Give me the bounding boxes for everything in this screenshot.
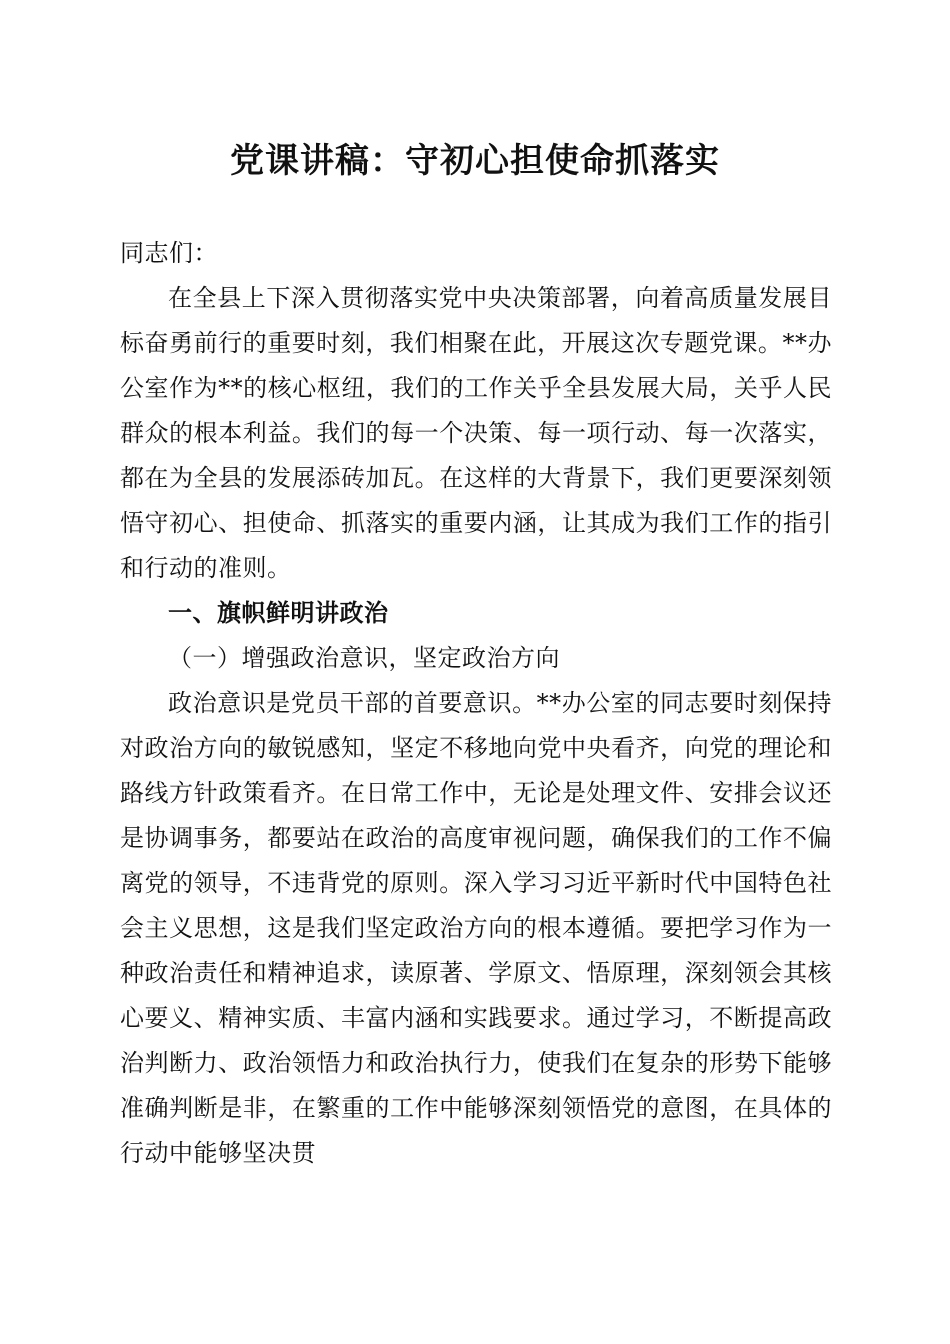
subsection-paragraph: 政治意识是党员干部的首要意识。**办公室的同志要时刻保持对政治方向的敏锐感知，坚定不移地向党中央看齐，向党的理论和路线方针政策看齐。在日常工作中，无论是处理文件、安排会议还是协调事务，都要站在政治的高度审视问题，确保我们的工作不偏离党的领导，不违背党的原则。深入学习习近平新时代中国特色社会主义思想，这是我们坚定政治方向的根本遵循。要把学习作为一种政治责任和精神追求，读原著、学原文、悟原理，深刻领会其核心要义、精神实质、丰富内涵和实践要求。通过学习，不断提高政治判断力、政治领悟力和政治执行力，使我们在复杂的形势下能够准确判断是非，在繁重的工作中能够深刻领悟党的意图，在具体的行动中能够坚决贯 [120, 689, 832, 1167]
section-heading: 一、旗帜鲜明讲政治 [168, 599, 389, 627]
intro-paragraph: 在全县上下深入贯彻落实党中央决策部署，向着高质量发展目标奋勇前行的重要时刻，我们相聚在此，开展这次专题党课。**办公室作为**的核心枢纽，我们的工作关乎全县发展大局，关乎人民群众的根本利益。我们的每一个决策、每一项行动、每一次落实，都在为全县的发展添砖加瓦。在这样的大背景下，我们更要深刻领悟守初心、担使命、抓落实的重要内涵，让其成为我们工作的指引和行动的准则。 [120, 284, 832, 582]
document-body [120, 231, 832, 1176]
subsection-heading: （一）增强政治意识，坚定政治方向 [168, 644, 560, 672]
greeting: 同志们： [120, 239, 218, 267]
document-title: 党课讲稿：守初心担使命抓落实 [230, 141, 720, 181]
